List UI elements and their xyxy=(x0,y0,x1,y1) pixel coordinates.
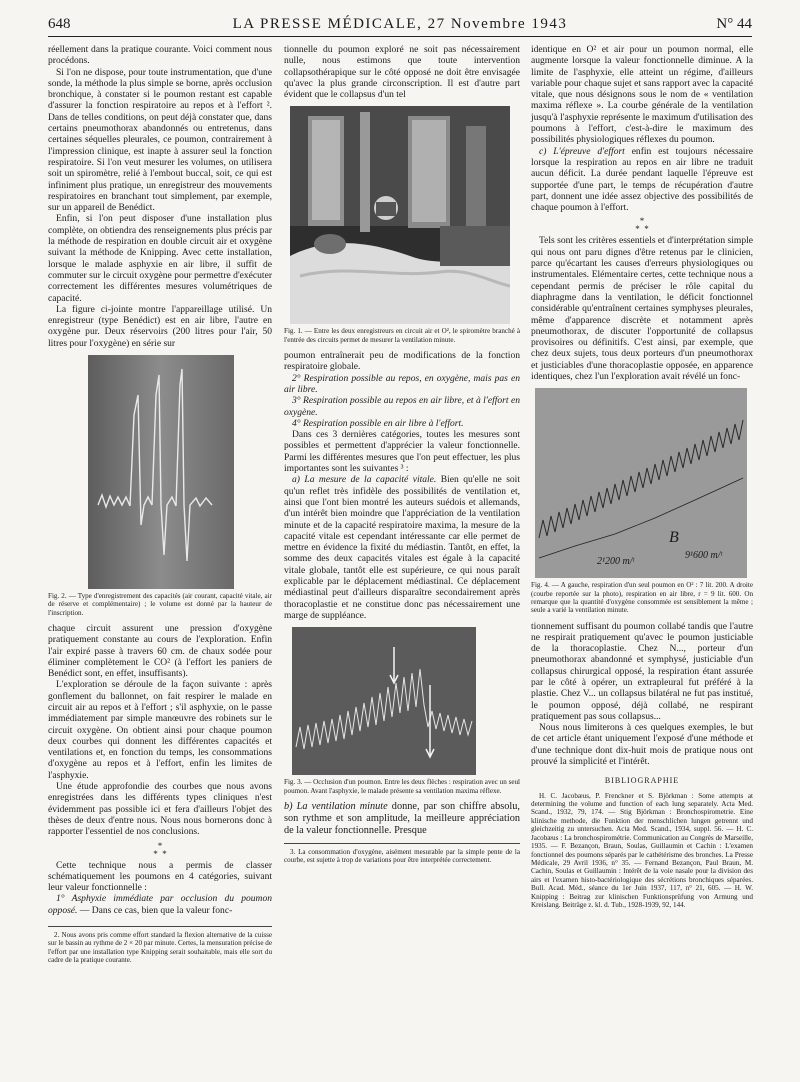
occlusion-trace-icon xyxy=(292,627,476,775)
figure-1-caption: Fig. 1. — Entre les deux enregistreurs en circuit air et O², le spiromètre branché à l'entrée des circuits permet de mesurer la ventilation minute. xyxy=(284,327,520,344)
paragraph: a) La mesure de la capacité vitale. Bien qu'elle ne soit qu'un reflet très infidèle des possibilités de ventilation et, ainsi que l'ont bien montré les auteurs suédois et allemands, d'un intérêt bien moindre que l'appréciation de la ventilation minute et de la capacité respiratoire maxima, la mesure de la capacité vitale est cependant intéressante car elle permet de mettre en évidence la fixité du médiastin. Tantôt, en effet, la somme des deux capacités vitales est égale à la capacité vitale globale, tantôt elle est supérieure, ce qui nous paraît explicable par le déplacement médiastinal. Ce déplacement médiastinal peut d'ailleurs disparaître secondairement après thoracoplastie et ne constitue donc pas nécessairement une marge de suppléance. xyxy=(284,474,520,621)
paragraph: Une étude approfondie des courbes que nous avons enregistrées dans les différents types cliniques n'est évidemment pas possible ici et fera d'ailleurs l'objet des thèses de deux d'entre nous. Nous nous bornerons donc à rapporter l'essentiel de nos conclusions. xyxy=(48,781,272,838)
apparatus-photo-icon xyxy=(290,106,510,324)
category-item: 4° Respiration possible en air libre à l'effort. xyxy=(292,417,464,429)
journal-title xyxy=(48,16,752,33)
section-separator: * * * xyxy=(153,840,167,859)
category-item: 3° Respiration possible au repos en air libre, et à l'effort en oxygène. xyxy=(284,395,520,418)
paragraph: Cette technique nous a permis de classer schématiquement les poumons en 4 catégories, suivant leur valeur fonctionnelle : xyxy=(48,859,272,894)
figure-2-caption: Fig. 2. — Type d'enregistrement des capacités (air courant, capacité vitale, air de réserve et complémentaire) ; le volume est donné par la hauteur de l'inscription. xyxy=(48,592,272,617)
column-2 xyxy=(284,44,520,865)
paragraph: Enfin, si l'on peut disposer d'une installation plus complète, on obtiendra des renseignements plus précis par la méthode de respiration en double circuit air et oxygène suivant la méthode de Knipping. Avec cette installation, lorsque le malade asphyxie en air libre, il suffit de commuter sur le circuit oxygène pour permettre d'exécuter correctement les différentes mesures volumétriques de capacité. xyxy=(48,213,272,304)
paragraph: chaque circuit assurent une pression d'oxygène pratiquement constante au cours de l'exploration. Enfin l'air expiré passe à travers 60 cm. de chaux sodée pour éliminer complètement le CO² (à l'effort les paniers de Benédict sont, en effet, insuffisants). xyxy=(48,622,272,680)
category-item: 2° Respiration possible au repos, en oxygène, mais pas en air libre. xyxy=(284,372,520,395)
bibliography-entry: H. C. Jacobæus, P. Frenckner et S. Björkman : Some attempts at determining the volume and function of each lung separately. Acta Med. Scand., 1932, 79, 174. — Stig Björkman : Bronchospirometrie. Eine klinische methode, die Funktion der menschlichen lungen getrennt und gleichzeitig zu untersuchen. Acta Med. Scand., 1934, suppl. 56. — H. C. Jacobæus : La bronchospirométrie. Communication au Congrès de Marseille, 1935. — F. Bezançon, Braun, Soulas, Guillaumin et Cachin : L'examen fonctionnel des poumons séparés par le cathétérisme des bronches. La Presse Médicale, 29 Avril 1936, n° 35. — Fernand Bezançon, Paul Braun, M. Cachin, Soulas et Guillaumin : Intérêt de la voie nasale pour la division des airs et l'examen histo-bactériologique des sécrétions bronchiques séparées. Bull. Acad. Méd., séance du 1er Juin 1937, 117, n° 21, 605. — H. W. Knipping : Beitrag zur klinischen Funktionsprüfung von Armung und Kreislang. Beiträge z. kl. d. Tub., 1928-1939, 92, 144. xyxy=(531,791,753,909)
paragraph: L'exploration se déroule de la façon suivante : après gonflement du ballonnet, on fait respirer le malade en circuit air au repos et à l'effort ; s'il asphyxie, on le passe immédiatement par simple manœuvre des robinets sur le circuit oxygène. On obtient ainsi pour chaque poumon deux courbes qui donnent les différentes capacités et ventilations et, en fonction du temps, les consommations d'oxygène au repos et à l'effort, enfin les limites de l'asphyxie. xyxy=(48,679,272,781)
paragraph: 1° Asphyxie immédiate par occlusion du poumon opposé. — Dans ce cas, bien que la valeur fonc- xyxy=(48,893,272,916)
column-3 xyxy=(531,44,753,909)
paragraph: c) L'épreuve d'effort enfin est toujours nécessaire lorsque la respiration au repos en air libre ne traduit aucun déficit. La durée pendant laquelle l'épreuve est supportée d'une part, le temps de récupération d'autre part, donnent une idée assez objective des possibilités de chaque poumon à l'effort. xyxy=(531,145,753,214)
paragraph: identique en O² et air pour un poumon normal, elle augmente lorsque la valeur fonctionnelle diminue. A la limite de l'asphyxie, elle atteint un régime, d'ailleurs variable pour chaque sujet et sans rapport avec la capacité vitale, que nous désignons sous le nom de « ventilation maxima réflexe ». La courbe générale de la ventilation jusqu'à l'asphyxie représente le maximum d'utilisation des poumons à l'effort, c'est-à-dire le maximum des possibilités physiologiques réflexes du poumon. xyxy=(531,44,753,146)
paragraph: b) La ventilation minute donne, par son chiffre absolu, son rythme et son amplitude, la meilleure appréciation de la valeur fonctionnelle. Presque xyxy=(284,800,520,836)
issue-date: 27 Novembre 1943 xyxy=(427,16,568,32)
footnote: 3. La consommation d'oxygène, aisément mesurable par la simple pente de la courbe, est sujette à trop de variations pour être interprétée correctement. xyxy=(284,843,520,865)
paragraph: réellement dans la pratique courante. Voici comment nous procédons. xyxy=(48,44,272,67)
bibliography-heading: BIBLIOGRAPHIE xyxy=(604,776,680,786)
figure-3-photo xyxy=(292,627,476,775)
section-separator: * * * xyxy=(635,216,649,235)
figure-4-photo xyxy=(535,388,747,578)
paragraph: Tels sont les critères essentiels et d'interprétation simple qui nous ont paru dignes d'être retenus par le clinicien, parce qu'écartant les causes d'erreurs physiologiques ou instrumentales. Elémentaire certes, cette technique nous a cependant permis de préciser le rôle capital du diaphragme dans la ventilation, le déficit fonctionnel considérable qu'entraînent certaines symphyses pleurales, même d'apparence discrète et notamment après pneumothorax, de discuter l'opportunité de collapsus provisoires ou définitifs. C'est ainsi, par exemple, que chez deux sujets, tous deux porteurs d'un pneumothorax et justiciables d'une thoracoplastie opposée, en apparence identiques, chez l'un l'exploration avait révélé un fonc- xyxy=(531,235,753,383)
ventilation-trace-icon xyxy=(535,388,747,578)
journal-name: LA PRESSE MÉDICALE, xyxy=(232,16,423,32)
paragraph: Si l'on ne dispose, pour toute instrumentation, que d'une sonde, la méthode la plus simple se borne, après occlusion bronchique, à constater si le poumon restant est capable d'assurer la fonction respiratoire au repos et à l'effort ². Dans de telles conditions, on peut déjà constater que, dans certains pneumothorax abandonnés ou entretenus, dans certaines séquelles pleurales, ce poumon, contrairement à l'impression clinique, est inapte à assurer seul la fonction respiratoire. Si l'on veut mesurer les volumes, on utilisera soit un spiromètre, relié à l'embout buccal, soit, ce qui est infiniment plus pratique, un enregistreur des mouvements respiratoires en branchant tout simplement, par exemple, sur un appareil de Benédict. xyxy=(48,66,272,214)
paragraph: tionnelle du poumon exploré ne soit pas nécessairement nulle, nous estimons que toute intervention collapsothérapique sur le côté opposé ne doit être envisagée qu'avec la plus grande circonscription. Il est d'autre part évident que le collapsus d'un tel xyxy=(284,44,520,101)
figure-3-caption: Fig. 3. — Occlusion d'un poumon. Entre les deux flèches : respiration avec un seul poumon. Avant l'asphyxie, le malade présente sa ventilation maxima réflexe. xyxy=(284,778,520,795)
figure-4-caption: Fig. 4. — A gauche, respiration d'un seul poumon en O² : 7 lit. 200. A droite (courbe reportée sur la photo), respiration en air libre, r = 9 lit. 600. On remarque que la quantité d'oxygène consommée est sensiblement la même ; seule a varié la ventilation minute. xyxy=(531,581,753,615)
paragraph: La figure ci-jointe montre l'appareillage utilisé. Un enregistreur (type Benédict) est en air libre, l'autre en oxygène pur. Deux réservoirs (200 litres pour l'air, 50 litres pour l'oxygène) en série sur xyxy=(48,303,272,349)
figure-2-photo xyxy=(88,355,234,589)
fig4-label-left: 2¹200 m/ᵗ xyxy=(597,556,635,568)
column-1 xyxy=(48,44,272,965)
paragraph: tionnement suffisant du poumon collabé tandis que l'autre ne respirait pratiquement qu'avec le poumon justiciable de la thoracoplastie. Chez N..., porteur d'un pneumothorax abandonné et symphysé, justiciable d'un collapsus chirurgical opposé, la respiration étant assurée par le côté à opérer, un extrapleural fut préféré à la plastie. Chez V... un collapsus bilatéral ne fut pas institué, le poumon opposé, déjà collabé, ne respirant pratiquement pas sous collapsus... xyxy=(531,620,753,722)
paragraph: poumon entraînerait peu de modifications de la fonction respiratoire globale. xyxy=(284,350,520,373)
fig4-label-right: 9¹600 m/ᵗ xyxy=(685,550,723,562)
bibliography xyxy=(531,792,753,910)
paragraph: Dans ces 3 dernières catégories, toutes les mesures sont possibles et permettent d'apprécier la valeur fonctionnelle. Parmi les différentes mesures que l'on peut effectuer, les plus importantes sont les suivantes ³ : xyxy=(284,429,520,475)
footnote: 2. Nous avons pris comme effort standard la flexion alternative de la cuisse sur le bassin au rythme de 2 × 20 par minute. Certes, la mensuration précise de l'effort par une installation type Knipping serait souhaitable, mais elle sort du cadre de la pratique courante. xyxy=(48,926,272,965)
figure-1-photo xyxy=(290,106,510,324)
paragraph: Nous nous limiterons à ces quelques exemples, le but de cet article étant uniquement l'exposé d'une méthode et d'une technique dont dix-huit mois de pratique nous ont prouvé la simplicité et l'intérêt. xyxy=(531,722,753,768)
page-number: 648 xyxy=(48,16,71,32)
capacity-trace-icon xyxy=(88,355,234,589)
issue-number: N° 44 xyxy=(716,16,752,32)
fig4-label-b: B xyxy=(669,529,679,547)
page-header xyxy=(48,14,752,37)
